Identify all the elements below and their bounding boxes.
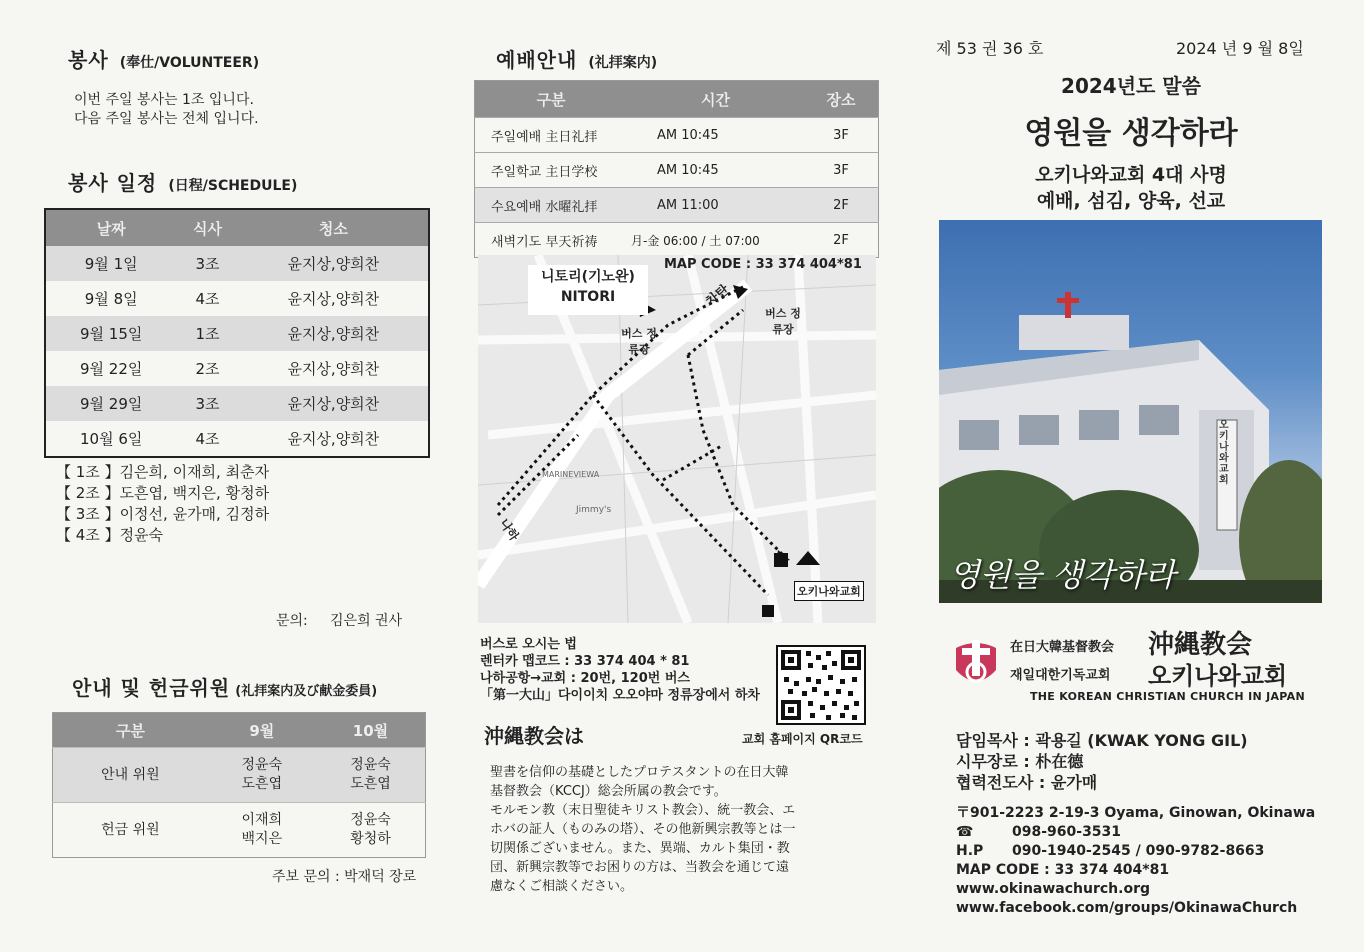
theme-title: 영원을 생각하라	[1024, 116, 1238, 151]
volunteer-title: 봉사	[68, 48, 109, 72]
usher-header-row	[53, 713, 426, 748]
schedule-header-cleaning: 청소	[239, 209, 429, 246]
schedule-meal: 1조	[176, 316, 238, 351]
access-line: 버스로 오시는 법	[480, 637, 577, 652]
tel-number: 098-960-3531	[1012, 824, 1122, 840]
schedule-contact: 문의: 김은희 권사	[276, 613, 403, 629]
phone-icon: ☎	[956, 824, 974, 840]
schedule-meal: 2조	[195, 360, 220, 378]
church-jp-big: 沖縄教会	[1148, 630, 1253, 660]
nitori-english: NITORI	[560, 289, 616, 305]
schedule-date: 9월 15일	[45, 316, 176, 351]
qr-caption: 교회 홈페이지 QR코드	[742, 732, 863, 746]
about-line: 基督教会（KCCJ）総会所属の教会です。	[490, 784, 727, 799]
usher-header-oct: 10월	[316, 713, 426, 748]
about-line: 団、新興宗教等でお困りの方は、当教会を通じて遠	[490, 860, 790, 875]
church-photo	[939, 220, 1322, 603]
schedule-subtitle: (日程/SCHEDULE)	[168, 178, 298, 194]
worship-table	[474, 80, 879, 258]
photo-caption: 영원을 생각하라	[949, 556, 1176, 594]
evangelist: 협력전도사 : 윤가매	[956, 773, 1098, 792]
usher-name: 도흔엽	[350, 776, 391, 792]
volunteer-line-2: 다음 주일 봉사는 전체 입니다.	[74, 111, 259, 127]
tel-row	[956, 823, 1315, 842]
church-jp-small: 在日大韓基督教会	[1010, 640, 1115, 655]
worship-subtitle: (礼拝案内)	[588, 55, 658, 71]
schedule-meal: 4조	[195, 290, 220, 308]
worship-place: 2F	[804, 188, 879, 223]
usher-role: 안내 위원	[53, 748, 208, 803]
schedule-cleaning: 윤지상,양희찬	[287, 360, 380, 378]
access-line: 「第一大山」다이이치 오오야마 정류장에서 하차	[480, 688, 760, 703]
staff-list	[956, 730, 1248, 793]
usher-name: 정윤숙	[350, 757, 391, 773]
schedule-date: 9월 8일	[84, 290, 138, 308]
list-item: 【 4조 】정윤숙	[56, 526, 164, 544]
worship-time: AM 10:45	[627, 153, 804, 188]
church-kr-small: 재일대한기독교회	[1010, 668, 1111, 683]
worship-service: 수요예배 水曜礼拝	[475, 188, 628, 223]
usher-heading	[72, 672, 377, 701]
usher-sep-names	[208, 748, 316, 803]
list-item: 【 3조 】이정선, 윤가매, 김정하	[56, 505, 270, 523]
usher-oct-names	[316, 748, 426, 803]
bus-stop-label: 버스 정류장	[621, 327, 657, 356]
schedule-header-meal: 식사	[176, 209, 238, 246]
hp-label: H.P	[956, 843, 984, 859]
table-row	[475, 153, 879, 188]
usher-name: 도흔엽	[241, 776, 283, 792]
worship-header-row	[475, 81, 879, 118]
about-title: 沖縄教会は	[484, 724, 584, 748]
marineviewa-label: MARINEVIEWA	[542, 470, 600, 479]
naha-direction: 나하	[496, 516, 522, 544]
access-line: 나하공항→교회 : 20번, 120번 버스	[480, 671, 690, 686]
map-code: MAP CODE : 33 374 404*81	[956, 862, 1170, 878]
usher-title: 안내 및 헌금위원	[72, 676, 231, 700]
worship-time: AM 11:00	[627, 188, 804, 223]
schedule-meal: 4조	[195, 430, 220, 448]
usher-subtitle: (礼拝案内及び献金委員)	[235, 684, 378, 699]
schedule-header-date: 날짜	[45, 209, 176, 246]
volunteer-notice	[74, 91, 259, 129]
worship-header-type: 구분	[475, 81, 628, 118]
schedule-cleaning: 윤지상,양희찬	[239, 316, 429, 351]
facebook-link[interactable]: www.facebook.com/groups/OkinawaChurch	[956, 900, 1298, 916]
worship-header-time: 시간	[627, 81, 804, 118]
worship-heading	[496, 44, 657, 73]
usher-table	[52, 712, 426, 858]
location-map	[478, 255, 876, 623]
about-line: モルモン教（末日聖徒キリスト教会）、統一教会、エ	[490, 803, 796, 818]
website-link[interactable]: www.okinawachurch.org	[956, 881, 1151, 897]
qr-code	[776, 645, 866, 725]
church-building-illustration	[939, 220, 1322, 603]
schedule-header-row	[45, 209, 429, 246]
worship-service: 새벽기도 早天祈祷	[475, 223, 628, 258]
mission-line-2: 예배, 섬김, 양육, 선교	[1036, 190, 1226, 212]
issue-date: 2024 년 9 월 8일	[1176, 39, 1304, 58]
table-row	[475, 223, 879, 258]
table-row	[45, 421, 429, 457]
access-info	[480, 636, 760, 704]
schedule-date: 9월 22일	[80, 360, 143, 378]
worship-time: 月-金 06:00 / 土 07:00	[627, 223, 804, 258]
table-row	[53, 748, 426, 803]
usher-name: 황청하	[350, 831, 391, 847]
nitori-korean: 니토리(기노완)	[541, 269, 635, 285]
table-row	[45, 351, 429, 386]
church-logo-icon	[952, 634, 1000, 692]
schedule-cleaning: 윤지상,양희찬	[239, 246, 429, 281]
year-word: 2024년도 말씀	[1061, 74, 1201, 98]
church-kr-big: 오키나와교회	[1148, 662, 1288, 690]
nitori-label	[528, 265, 648, 315]
schedule-cleaning: 윤지상,양희찬	[287, 430, 380, 448]
usher-name: 이재희	[241, 812, 283, 828]
worship-place: 2F	[804, 223, 879, 258]
list-item: 【 1조 】김은희, 이재희, 최춘자	[56, 463, 270, 481]
about-line: 慮なくご相談ください。	[490, 879, 634, 894]
church-en-name: THE KOREAN CHRISTIAN CHURCH IN JAPAN	[1030, 690, 1305, 703]
schedule-cleaning: 윤지상,양희찬	[239, 386, 429, 421]
map-code-label: MAP CODE : 33 374 404*81	[664, 257, 862, 272]
worship-service: 주일예배 主日礼拝	[475, 118, 628, 153]
worship-header-place: 장소	[804, 81, 879, 118]
access-line: 렌터카 맵코드 : 33 374 404 * 81	[480, 654, 690, 669]
chatan-direction: 차탄	[703, 282, 733, 310]
schedule-meal: 3조	[176, 246, 238, 281]
church-map-label: 오키나와교회	[794, 581, 864, 601]
schedule-table	[44, 208, 430, 458]
worship-service: 주일학교 主日学校	[475, 153, 628, 188]
church-logo	[952, 634, 1000, 692]
usher-name: 정윤숙	[241, 757, 283, 773]
volunteer-line-1: 이번 주일 봉사는 1조 입니다.	[74, 92, 254, 108]
hp-row	[956, 842, 1315, 861]
about-line: 聖書を信仰の基礎としたプロテスタントの在日大韓	[490, 765, 789, 780]
usher-header-sep: 9월	[208, 713, 316, 748]
table-row	[475, 188, 879, 223]
usher-sep-names	[208, 803, 316, 858]
worship-time: AM 10:45	[627, 118, 804, 153]
schedule-cleaning: 윤지상,양희찬	[287, 290, 380, 308]
worship-place: 3F	[804, 153, 879, 188]
schedule-date: 9월 1일	[45, 246, 176, 281]
usher-name: 백지은	[241, 831, 283, 847]
list-item: 【 2조 】도흔엽, 백지은, 황청하	[56, 484, 270, 502]
elder: 시무장로 : 朴在德	[956, 752, 1084, 771]
usher-header-type: 구분	[53, 713, 208, 748]
usher-oct-names	[316, 803, 426, 858]
about-line: 切関係ございません。また、異端、カルト集団・教	[490, 841, 790, 856]
table-row	[475, 118, 879, 153]
table-row	[45, 386, 429, 421]
schedule-title: 봉사 일정	[68, 171, 158, 195]
schedule-meal: 3조	[176, 386, 238, 421]
volunteer-heading	[68, 44, 259, 73]
about-body	[490, 763, 796, 896]
group-list	[56, 462, 269, 546]
mission-line-1: 오키나와교회 4대 사명	[1035, 164, 1227, 186]
contact-block	[956, 804, 1315, 918]
usher-role: 헌금 위원	[53, 803, 208, 858]
worship-title: 예배안내	[496, 48, 578, 72]
pastor: 담임목사 : 곽용길 (KWAK YONG GIL)	[956, 731, 1248, 750]
postal-address: 〒901-2223 2-19-3 Oyama, Ginowan, Okinawa	[956, 805, 1316, 821]
table-row	[53, 803, 426, 858]
church-sign: 오키나와교회	[1219, 420, 1229, 486]
worship-place: 3F	[804, 118, 879, 153]
about-line: ホバの証人（ものみの塔）、その他新興宗教等とは一	[490, 822, 796, 837]
qr-code-pattern	[778, 647, 864, 723]
jimmys-label: Jimmy's	[576, 505, 612, 515]
hp-numbers: 090-1940-2545 / 090-9782-8663	[1012, 843, 1265, 859]
usher-name: 정윤숙	[350, 812, 391, 828]
volunteer-subtitle: (奉仕/VOLUNTEER)	[119, 55, 260, 71]
table-row	[45, 246, 429, 281]
schedule-date: 10월 6일	[80, 430, 143, 448]
issue-volume: 제 53 권 36 호	[936, 39, 1044, 58]
bus-stop-label-2: 버스 정류장	[765, 307, 801, 336]
usher-contact: 주보 문의 : 박재덕 장로	[272, 869, 417, 885]
schedule-heading	[68, 167, 297, 196]
schedule-date: 9월 29일	[45, 386, 176, 421]
table-row	[45, 316, 429, 351]
table-row	[45, 281, 429, 316]
